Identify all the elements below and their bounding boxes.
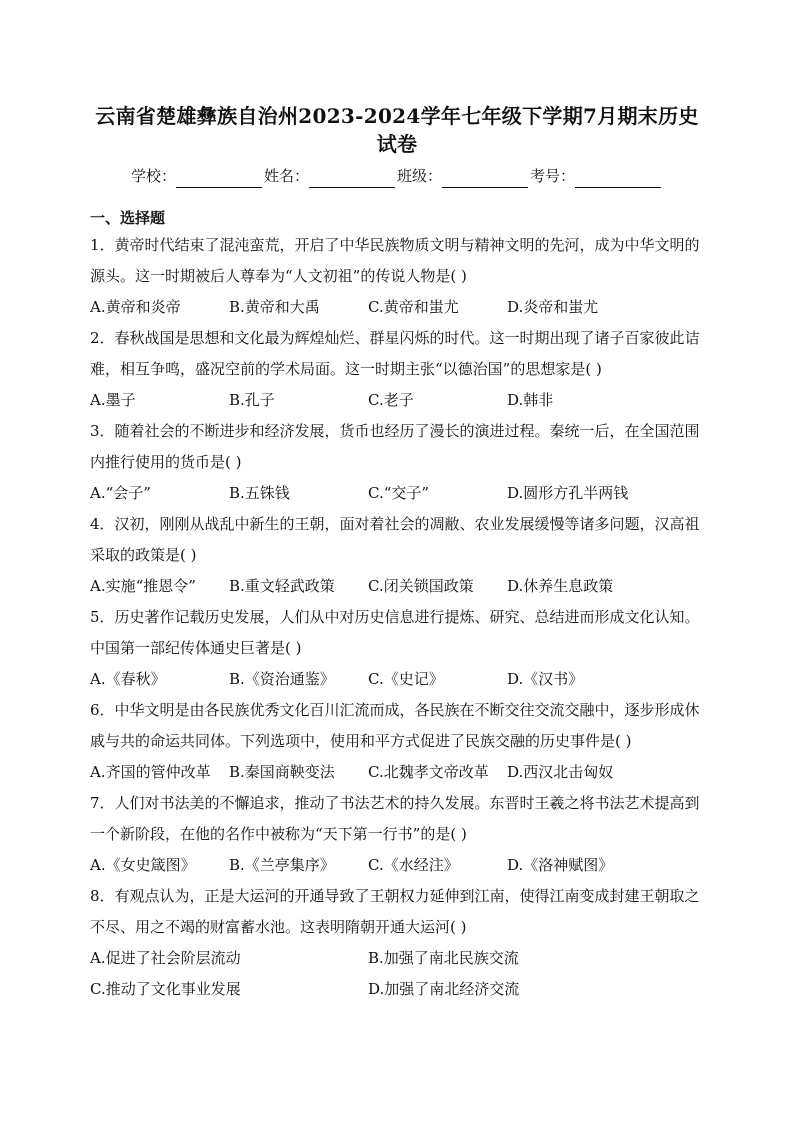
class-label: 班级： <box>397 167 443 185</box>
option-a: A.《女史箴图》 <box>90 856 196 874</box>
option-row <box>90 478 704 509</box>
option-row <box>90 571 704 602</box>
student-info-row <box>90 164 704 188</box>
option-c: C.《水经注》 <box>368 856 459 874</box>
option-b: B.《兰亭集序》 <box>229 856 335 874</box>
question-6 <box>90 695 704 788</box>
class-blank[interactable] <box>442 171 528 188</box>
school-blank[interactable] <box>176 171 262 188</box>
option-b: B.重文轻武政策 <box>229 577 335 595</box>
question-stem: 1．黄帝时代结束了混沌蛮荒，开启了中华民族物质文明与精神文明的先河，成为中华文明的源头。这一时期被后人尊奉为“人文初祖”的传说人物是( ) <box>90 236 700 285</box>
option-d: D.《汉书》 <box>507 670 584 688</box>
option-d: D.休养生息政策 <box>507 577 614 595</box>
option-row <box>90 974 704 1005</box>
question-stem: 8．有观点认为，正是大运河的开通导致了王朝权力延伸到江南，使得江南变成封建王朝取之不尽、用之不竭的财富蓄水池。这表明隋朝开通大运河( ) <box>90 887 700 936</box>
question-1 <box>90 230 704 323</box>
question-stem: 7．人们对书法美的不懈追求，推动了书法艺术的持久发展。东晋时王羲之将书法艺术提高到一个新阶段，在他的名作中被称为“天下第一行书”的是( ) <box>90 794 700 843</box>
option-c: C.闭关锁国政策 <box>368 577 474 595</box>
option-d: D.韩非 <box>507 391 554 409</box>
option-a: A.《春秋》 <box>90 670 166 688</box>
question-5 <box>90 602 704 695</box>
option-b: B.黄帝和大禹 <box>229 298 320 316</box>
option-row <box>90 385 704 416</box>
name-blank[interactable] <box>309 171 395 188</box>
option-row <box>90 292 704 323</box>
school-label: 学校： <box>130 167 176 185</box>
option-a: A.齐国的管仲改革 <box>90 763 211 781</box>
option-row <box>90 664 704 695</box>
option-row <box>90 757 704 788</box>
option-d: D.《洛神赋图》 <box>507 856 614 874</box>
option-a: A.实施“推恩令” <box>90 577 196 595</box>
question-4 <box>90 509 704 602</box>
option-c: C.推动了文化事业发展 <box>90 980 241 998</box>
option-c: C.黄帝和蚩尤 <box>368 298 459 316</box>
exam-number-blank[interactable] <box>575 171 661 188</box>
name-label: 姓名： <box>263 167 309 185</box>
question-stem: 4．汉初，刚刚从战乱中新生的王朝，面对着社会的凋敝、农业发展缓慢等诸多问题，汉高祖采取的政策是( ) <box>90 515 700 564</box>
option-row <box>90 850 704 881</box>
option-a: A.黄帝和炎帝 <box>90 298 181 316</box>
exam-number-label: 考号： <box>530 167 576 185</box>
option-b: B.五铢钱 <box>229 484 290 502</box>
option-c: C.老子 <box>368 391 414 409</box>
option-row <box>90 943 704 974</box>
option-a: A.促进了社会阶层流动 <box>90 949 241 967</box>
option-b: B.加强了南北民族交流 <box>368 949 519 967</box>
option-b: B.《资治通鉴》 <box>229 670 335 688</box>
question-stem: 6．中华文明是由各民族优秀文化百川汇流而成，各民族在不断交往交流交融中，逐步形成休戚与共的命运共同体。下列选项中，使用和平方式促进了民族交融的历史事件是( ) <box>90 701 700 750</box>
option-d: D.炎帝和蚩尤 <box>507 298 599 316</box>
question-7 <box>90 788 704 881</box>
exam-title: 云南省楚雄彝族自治州2023-2024学年七年级下学期7月期末历史试卷 <box>95 104 699 156</box>
option-b: B.孔子 <box>229 391 275 409</box>
question-3 <box>90 416 704 509</box>
option-a: A.墨子 <box>90 391 136 409</box>
option-c: C.北魏孝文帝改革 <box>368 763 489 781</box>
question-stem: 3．随着社会的不断进步和经济发展，货币也经历了漫长的演进过程。秦统一后，在全国范围内推行使用的货币是( ) <box>90 422 700 471</box>
option-a: A.“会子” <box>90 484 151 502</box>
question-stem: 2．春秋战国是思想和文化最为辉煌灿烂、群星闪烁的时代。这一时期出现了诸子百家彼此诘难，相互争鸣，盛况空前的学术局面。这一时期主张“以德治国”的思想家是( ) <box>90 329 700 378</box>
option-d: D.圆形方孔半两钱 <box>507 484 629 502</box>
option-d: D.加强了南北经济交流 <box>368 980 520 998</box>
question-stem: 5．历史著作记载历史发展，人们从中对历史信息进行提炼、研究、总结进而形成文化认知。中国第一部纪传体通史巨著是( ) <box>90 608 700 657</box>
question-2 <box>90 323 704 416</box>
option-c: C.“交子” <box>368 484 430 502</box>
question-8 <box>90 881 704 1005</box>
option-b: B.秦国商鞅变法 <box>229 763 335 781</box>
section-heading: 一、选择题 <box>90 209 166 227</box>
option-d: D.西汉北击匈奴 <box>507 763 614 781</box>
option-c: C.《史记》 <box>368 670 444 688</box>
